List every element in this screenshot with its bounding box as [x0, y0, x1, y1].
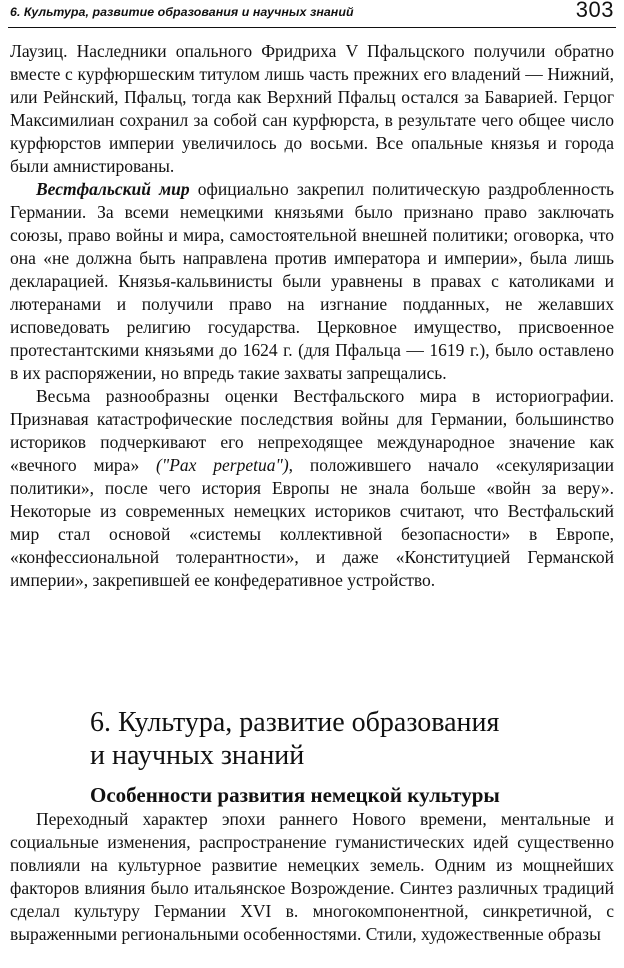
- main-text: [10, 40, 614, 592]
- latin-term: ("Pax perpetua"): [156, 455, 289, 475]
- running-head-title: 6. Культура, развитие образования и научных знаний: [10, 5, 354, 19]
- page-number: 303: [575, 0, 614, 22]
- section-heading-block: [90, 706, 616, 808]
- subsection-title: Особенности развития немецкой культуры: [90, 783, 500, 807]
- section-title-line-1: 6. Культура, развитие образования: [90, 707, 500, 738]
- paragraph-1: Лаузиц. Наследники опального Фридриха V Пфальцского получили обратно вместе с курфюршеским титулом лишь часть прежних его владений — Нижний, или Рейнский, Пфальц, тогда как Верхний Пфальц остался за Баварией. Герцог Максимилиан сохранил за собой сан курфюрста, в результате чего общее число курфюрстов империи увеличилось до восьми. Все опальные князья и города были амнистированы.: [10, 41, 614, 176]
- paragraph-3-text-a: Весьма разнообразны оценки Вестфальского мира в историографии. Признавая катастрофические последствия войны для Германии, большинство историков подчеркивают его непреходящее международное значение как «вечного мира»: [10, 386, 614, 475]
- section-title: [90, 706, 616, 772]
- paragraph-2-text: официально закрепил политическую раздробленность Германии. За всеми немецкими князьями было признано право заключать союзы, право войны и мира, самостоятельной внешней политики; оговорка, что она «не должна быть направлена против императора и империи», была лишь декларацией. Князья-кальвинисты были уравнены в правах с католиками и лютеранами и получили право на изгнание подданных, не желавших исповедовать религию государства. Церковное имущество, присвоенное протестантскими князьями до 1624 г. (для Пфальца — 1619 г.), было оставлено в их распоряжении, но впредь такие захваты запрещались.: [10, 179, 614, 383]
- running-head: [8, 0, 616, 28]
- section-paragraph-1: Переходный характер эпохи раннего Нового времени, ментальные и социальные изменения, распространение гуманистических идей существенно повлияли на культурное развитие немецких земель. Одним из мощнейших факторов влияния было итальянское Возрождение. Синтез различных традиций сделал культуру Германии XVI в. многокомпонентной, синкретичной, с выраженными региональными особенностями. Стили, художественные образы: [10, 809, 614, 944]
- section-text: [10, 808, 614, 946]
- emphasis-westphalian-peace: Вестфальский мир: [36, 179, 190, 199]
- section-title-line-2: и научных знаний: [90, 740, 305, 771]
- paragraph-3-text-b: , положившего начало «секуляризации политики», после чего история Европы не знала больше «войн за веру». Некоторые из современных немецких историков считают, что Вестфальский мир стал основой «системы коллективной безопасности» в Европе, «конфессиональной толерантности», и даже «Конституцией Германской империи», закрепившей ее конфедеративное устройство.: [10, 455, 614, 590]
- paragraph-3: [10, 385, 614, 592]
- paragraph-2: [10, 178, 614, 385]
